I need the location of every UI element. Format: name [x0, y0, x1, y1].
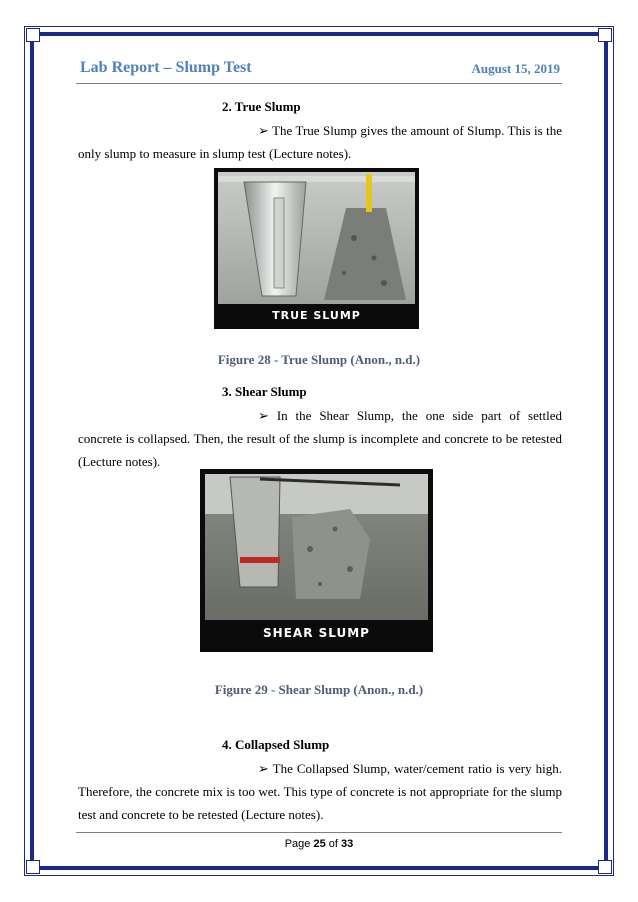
- footer-rule: [76, 832, 562, 833]
- section-heading-shear-slump: 3. Shear Slump: [222, 384, 307, 399]
- paragraph-collapsed-slump: The Collapsed Slump, water/cement ratio is very high. Therefore, the concrete mix is too wet. This type of concrete is not appropriate for the slump test and concrete to be retested (Lecture notes).: [78, 761, 562, 822]
- bullet-arrow-icon: ➢: [258, 408, 269, 423]
- figure-caption-29: Figure 29 - Shear Slump (Anon., n.d.): [214, 682, 424, 697]
- bullet-arrow-icon: ➢: [258, 123, 269, 138]
- header-rule: [76, 83, 562, 84]
- page-number: [0, 838, 638, 850]
- border-corner-bottom-right: [598, 860, 612, 874]
- figure-label-shear-slump: SHEAR SLUMP: [263, 626, 370, 640]
- page-of: of: [328, 838, 338, 850]
- header-title: Lab Report – Slump Test: [80, 59, 252, 76]
- border-corner-bottom-left: [26, 860, 40, 874]
- figure-label-true-slump: TRUE SLUMP: [272, 309, 361, 322]
- section-heading-collapsed-slump: 4. Collapsed Slump: [222, 737, 330, 752]
- section-text-shear-slump: [78, 404, 562, 473]
- paragraph-shear-slump: In the Shear Slump, the one side part of settled concrete is collapsed. Then, the result of the slump is incomplete and concrete to be retested (Lecture notes).: [78, 408, 562, 469]
- border-corner-top-right: [598, 28, 612, 42]
- border-corner-top-left: [26, 28, 40, 42]
- page-total: 33: [341, 838, 354, 850]
- paragraph-true-slump: The True Slump gives the amount of Slump. This is the only slump to measure in slump test (Lecture notes).: [78, 123, 563, 161]
- figure-shear-slump-photo: [200, 469, 433, 652]
- figure-caption-28: Figure 28 - True Slump (Anon., n.d.): [217, 352, 421, 367]
- header-date: August 15, 2019: [471, 61, 560, 76]
- bullet-arrow-icon: ➢: [258, 761, 269, 776]
- page-prefix: Page: [284, 838, 311, 850]
- section-text-collapsed-slump: [78, 757, 562, 826]
- page-current: 25: [313, 838, 326, 850]
- shear-slump-illustration: [200, 469, 433, 624]
- true-slump-illustration: [214, 168, 419, 308]
- figure-true-slump-photo: [214, 168, 419, 329]
- section-heading-true-slump: 2. True Slump: [222, 99, 301, 114]
- section-text-true-slump: [78, 119, 562, 165]
